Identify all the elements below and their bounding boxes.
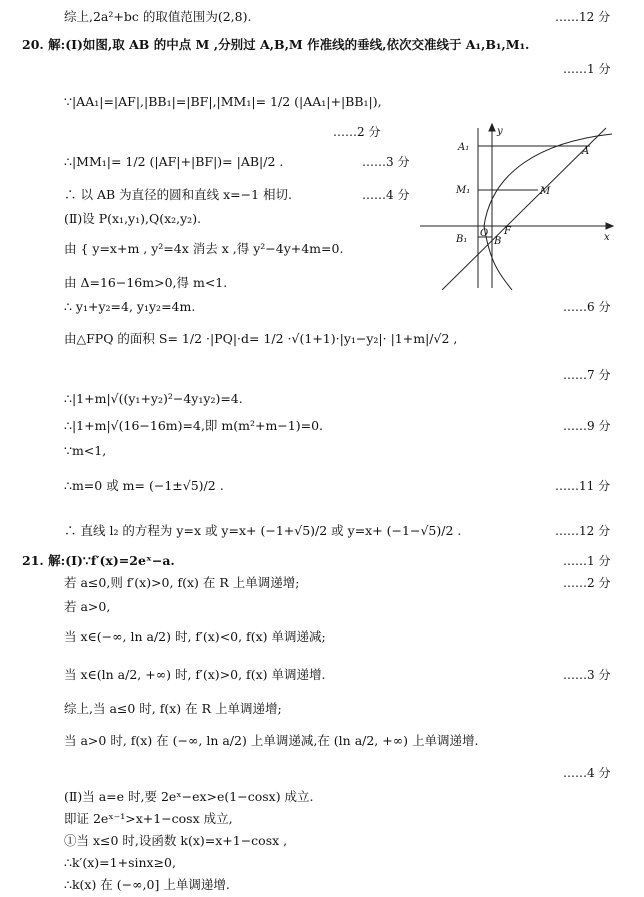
line-text: 当 x∈(ln a/2, +∞) 时, f′(x)>0, f(x) 单调递增. <box>64 667 326 682</box>
text-line <box>0 808 644 830</box>
line-text: ①当 x≤0 时,设函数 k(x)=x+1−cosx , <box>64 833 288 848</box>
score-mark: ……1 分 <box>563 554 611 568</box>
label-y-axis: y <box>497 126 503 137</box>
text-line <box>0 698 644 720</box>
text-line <box>0 34 644 56</box>
text-line <box>0 388 644 410</box>
x-axis-arrow <box>606 223 613 229</box>
score-mark: ……4 分 <box>563 766 611 780</box>
text-line <box>0 91 644 113</box>
line-text: ∵m<1, <box>64 443 107 458</box>
line-text: ∴k(x) 在 (−∞,0] 上单调递增. <box>64 877 230 892</box>
line-text: ∴|1+m|√(16−16m)=4,即 m(m²+m−1)=0. <box>64 418 324 433</box>
y-axis-arrow <box>489 124 495 131</box>
line-text: ∴k′(x)=1+sinx≥0, <box>64 855 176 870</box>
line-text: ∴ 直线 l₂ 的方程为 y=x 或 y=x+ (−1+√5)/2 或 y=x+ (−1−√5)/2 . <box>64 523 462 538</box>
line-text: 20. 解:(Ⅰ)如图,取 AB 的中点 M ,分别过 A,B,M 作准线的垂线,依次交准线于 A₁,B₁,M₁. <box>22 37 530 52</box>
line-text: 若 a≤0,则 f′(x)>0, f(x) 在 R 上单调递增; <box>64 575 300 590</box>
label-b: B <box>494 236 502 247</box>
label-m: M <box>540 186 551 197</box>
label-b1: B₁ <box>456 234 468 245</box>
text-line <box>0 762 644 784</box>
text-line <box>0 874 644 896</box>
line-text: ∴m=0 或 m= (−1±√5)/2 . <box>64 478 224 493</box>
text-line <box>0 520 644 542</box>
text-line <box>0 58 644 80</box>
score-mark: ……9 分 <box>563 419 611 433</box>
text-line <box>0 626 644 648</box>
line-text: ∴ 以 AB 为直径的圆和直线 x=−1 相切. <box>64 187 293 202</box>
line-text: ∴ y₁+y₂=4, y₁y₂=4m. <box>64 299 196 314</box>
text-line <box>0 550 644 572</box>
score-mark: ……12 分 <box>555 524 611 538</box>
line-text: ∴|MM₁|= 1/2 (|AF|+|BF|)= |AB|/2 . <box>64 154 284 169</box>
score-mark: ……3 分 <box>362 155 410 169</box>
line-text: (Ⅱ)当 a=e 时,要 2eˣ−ex>e(1−cosx) 成立. <box>64 789 314 804</box>
text-line <box>0 830 644 852</box>
text-line <box>0 786 644 808</box>
text-line <box>0 440 644 462</box>
text-line <box>0 6 644 28</box>
text-line <box>0 415 644 437</box>
text-line <box>0 664 644 686</box>
label-f: F <box>504 226 511 237</box>
score-mark: ……12 分 <box>555 10 611 24</box>
line-text: ∵|AA₁|=|AF|,|BB₁|=|BF|,|MM₁|= 1/2 (|AA₁|+|BB₁|), <box>64 94 382 109</box>
text-line <box>0 296 644 318</box>
score-mark: ……2 分 <box>563 576 611 590</box>
text-line <box>0 852 644 874</box>
line-text: 由 Δ=16−16m>0,得 m<1. <box>64 275 228 290</box>
score-mark: ……6 分 <box>563 300 611 314</box>
score-mark: ……4 分 <box>362 188 410 202</box>
parabola-figure <box>420 122 615 290</box>
text-line <box>0 572 644 594</box>
line-text: (Ⅱ)设 P(x₁,y₁),Q(x₂,y₂). <box>64 211 202 226</box>
score-mark: ……2 分 <box>333 125 381 139</box>
label-origin: O <box>480 228 489 239</box>
line-text: 当 a>0 时, f(x) 在 (−∞, ln a/2) 上单调递减,在 (ln a/2, +∞) 上单调递增. <box>64 733 479 748</box>
label-a: A <box>582 146 590 157</box>
line-text: 综上,2a²+bc 的取值范围为(2,8). <box>64 9 252 24</box>
line-text: 当 x∈(−∞, ln a/2) 时, f′(x)<0, f(x) 单调递减; <box>64 629 326 644</box>
score-mark: ……7 分 <box>563 368 611 382</box>
line-text: 由△FPQ 的面积 S= 1/2 ·|PQ|·d= 1/2 ·√(1+1)·|y₁−y₂|· |1+m|/√2 , <box>64 331 458 346</box>
parabola-curve <box>484 134 612 290</box>
score-mark: ……1 分 <box>563 62 611 76</box>
score-mark: ……3 分 <box>563 668 611 682</box>
text-line <box>0 730 644 752</box>
text-line <box>0 596 644 618</box>
text-line <box>0 328 644 350</box>
label-m1: M₁ <box>456 185 471 196</box>
label-x-axis: x <box>604 232 610 243</box>
text-line <box>0 475 644 497</box>
line-text: 即证 2eˣ⁻¹>x+1−cosx 成立, <box>64 811 233 826</box>
line-text: 21. 解:(Ⅰ)∵f′(x)=2eˣ−a. <box>22 553 175 568</box>
line-text: 综上,当 a≤0 时, f(x) 在 R 上单调递增; <box>64 701 282 716</box>
score-mark: ……11 分 <box>555 479 611 493</box>
text-line <box>0 364 644 386</box>
line-text: 若 a>0, <box>64 599 111 614</box>
label-a1: A₁ <box>458 142 470 153</box>
line-text: ∴|1+m|√((y₁+y₂)²−4y₁y₂)=4. <box>64 391 243 406</box>
line-text: 由 { y=x+m , y²=4x 消去 x ,得 y²−4y+4m=0. <box>64 241 344 256</box>
